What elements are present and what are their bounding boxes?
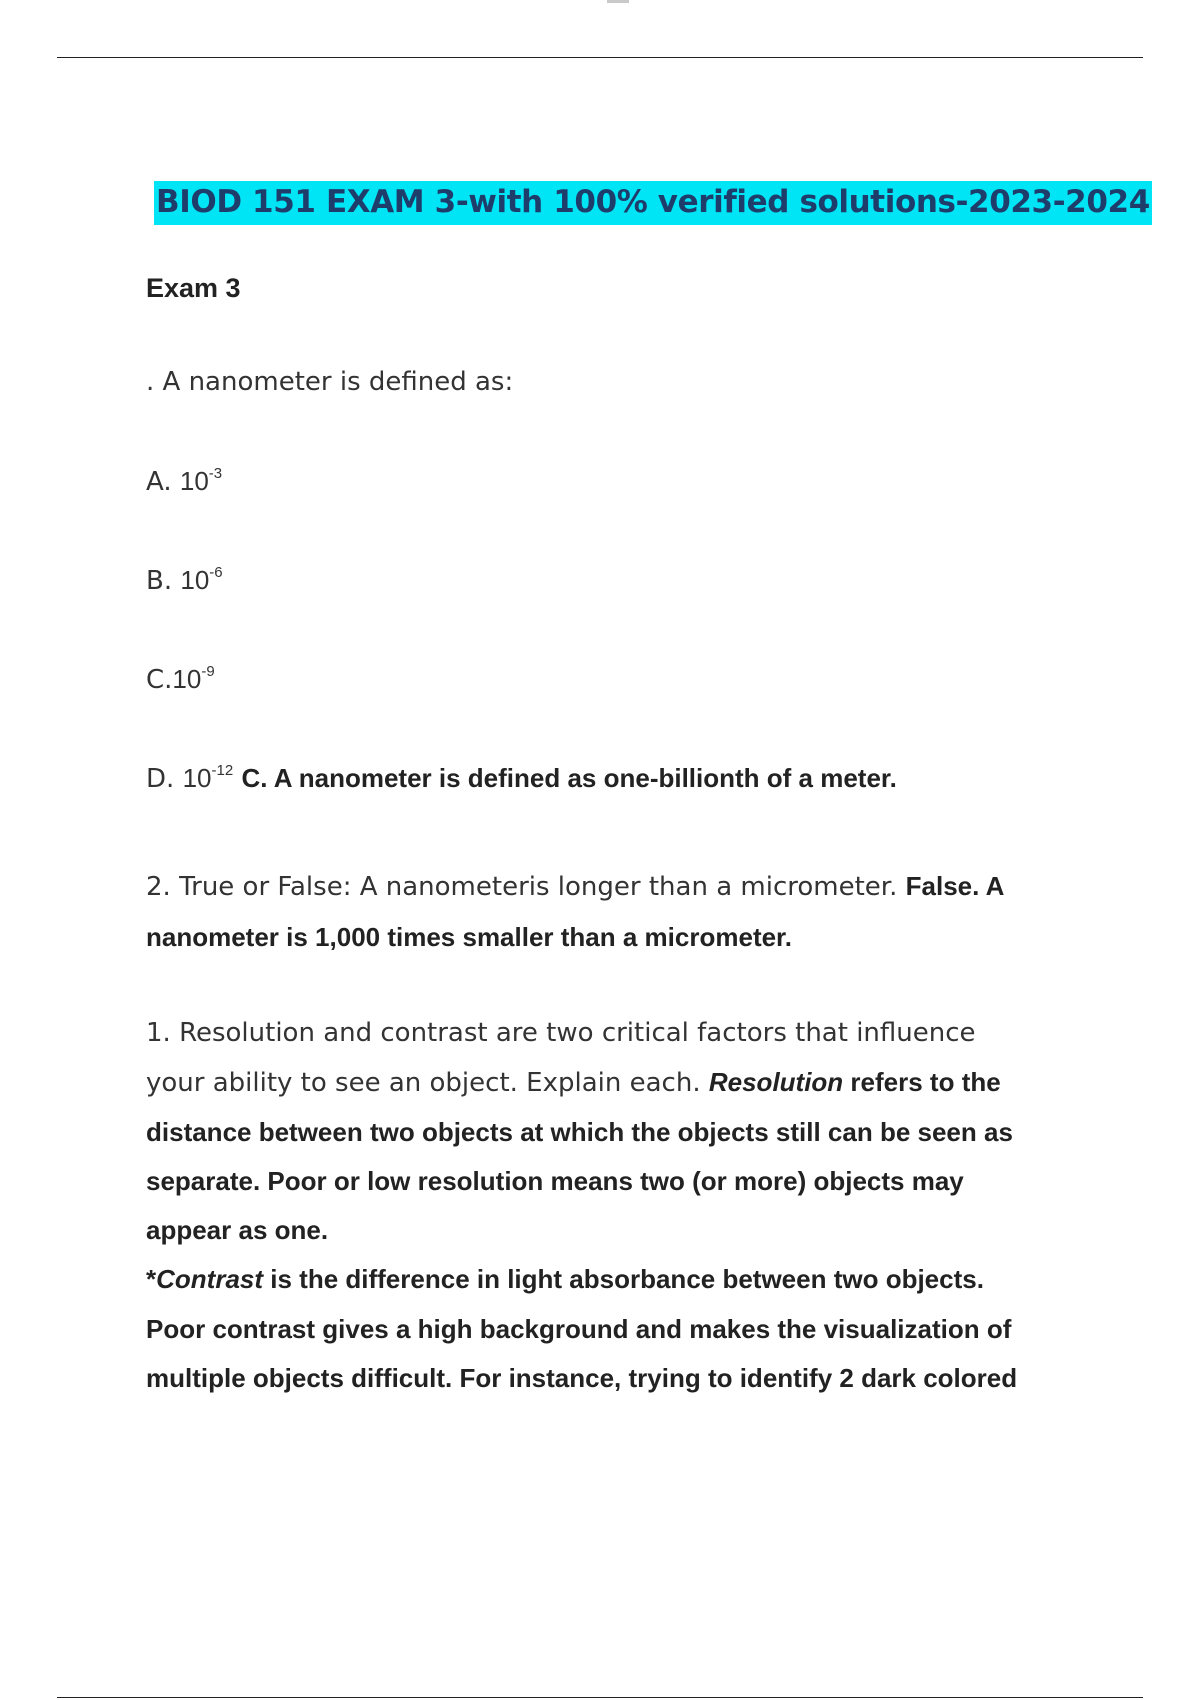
contrast-line [146, 1255, 1096, 1305]
option-a-base: 10 [179, 466, 209, 496]
resolution-line: separate. Poor or low resolution means two (or more) objects may [146, 1166, 964, 1196]
question-2-answer-end: nanometer is 1,000 times smaller than a micrometer. [146, 922, 792, 952]
top-rule [57, 57, 1143, 58]
option-d-label: D. [146, 764, 183, 794]
question-2 [146, 861, 1096, 962]
page-top-tab [607, 0, 629, 3]
option-a [146, 466, 222, 497]
contrast-line: multiple objects difficult. For instance, trying to identify 2 dark colored [146, 1363, 1018, 1393]
option-c-exponent: -9 [201, 663, 215, 680]
resolution-definition-start: refers to the [843, 1067, 1001, 1097]
option-b-base: 10 [180, 565, 210, 595]
option-c [146, 664, 215, 695]
contrast-line: Poor contrast gives a high background and makes the visualization of [146, 1314, 1012, 1344]
question-3-prompt-line-1: 1. Resolution and contrast are two critical factors that influence [146, 1018, 976, 1048]
document-title: BIOD 151 EXAM 3-with 100% verified solutions-2023-2024 [154, 181, 1152, 225]
resolution-line: appear as one. [146, 1215, 329, 1245]
resolution-term: Resolution [708, 1067, 844, 1097]
option-d-exponent: -12 [211, 762, 234, 779]
option-d-base: 10 [182, 763, 212, 793]
option-c-label: C. [146, 665, 173, 695]
option-a-exponent: -3 [208, 465, 223, 482]
question-2-line-1 [146, 861, 1096, 912]
option-c-base: 10 [172, 664, 202, 694]
bottom-rule [57, 1697, 1143, 1698]
contrast-term: Contrast [156, 1264, 264, 1294]
option-a-label: A. [146, 467, 180, 497]
question-1-answer: C. A nanometer is defined as one-billionth of a meter. [241, 763, 897, 793]
question-2-prompt: 2. True or False: A nanometeris longer than a micrometer. [146, 872, 898, 902]
option-b-label: B. [146, 566, 181, 596]
question-1-prompt: . A nanometer is defined as: [146, 367, 514, 397]
resolution-line: distance between two objects at which the objects still can be seen as [146, 1117, 1013, 1147]
question-3-prompt-end: your ability to see an object. Explain each. [146, 1068, 701, 1098]
contrast-asterisk: * [146, 1264, 157, 1294]
contrast-definition-start: is the difference in light absorbance between two objects. [263, 1264, 984, 1294]
exam-heading: Exam 3 [146, 273, 241, 303]
question-3-prompt-line-2 [146, 1058, 1096, 1108]
question-2-answer-start: False. A [905, 871, 1005, 901]
option-b-exponent: -6 [209, 564, 223, 581]
option-b [146, 565, 223, 596]
question-3 [146, 1009, 1096, 1403]
option-d [146, 763, 897, 794]
